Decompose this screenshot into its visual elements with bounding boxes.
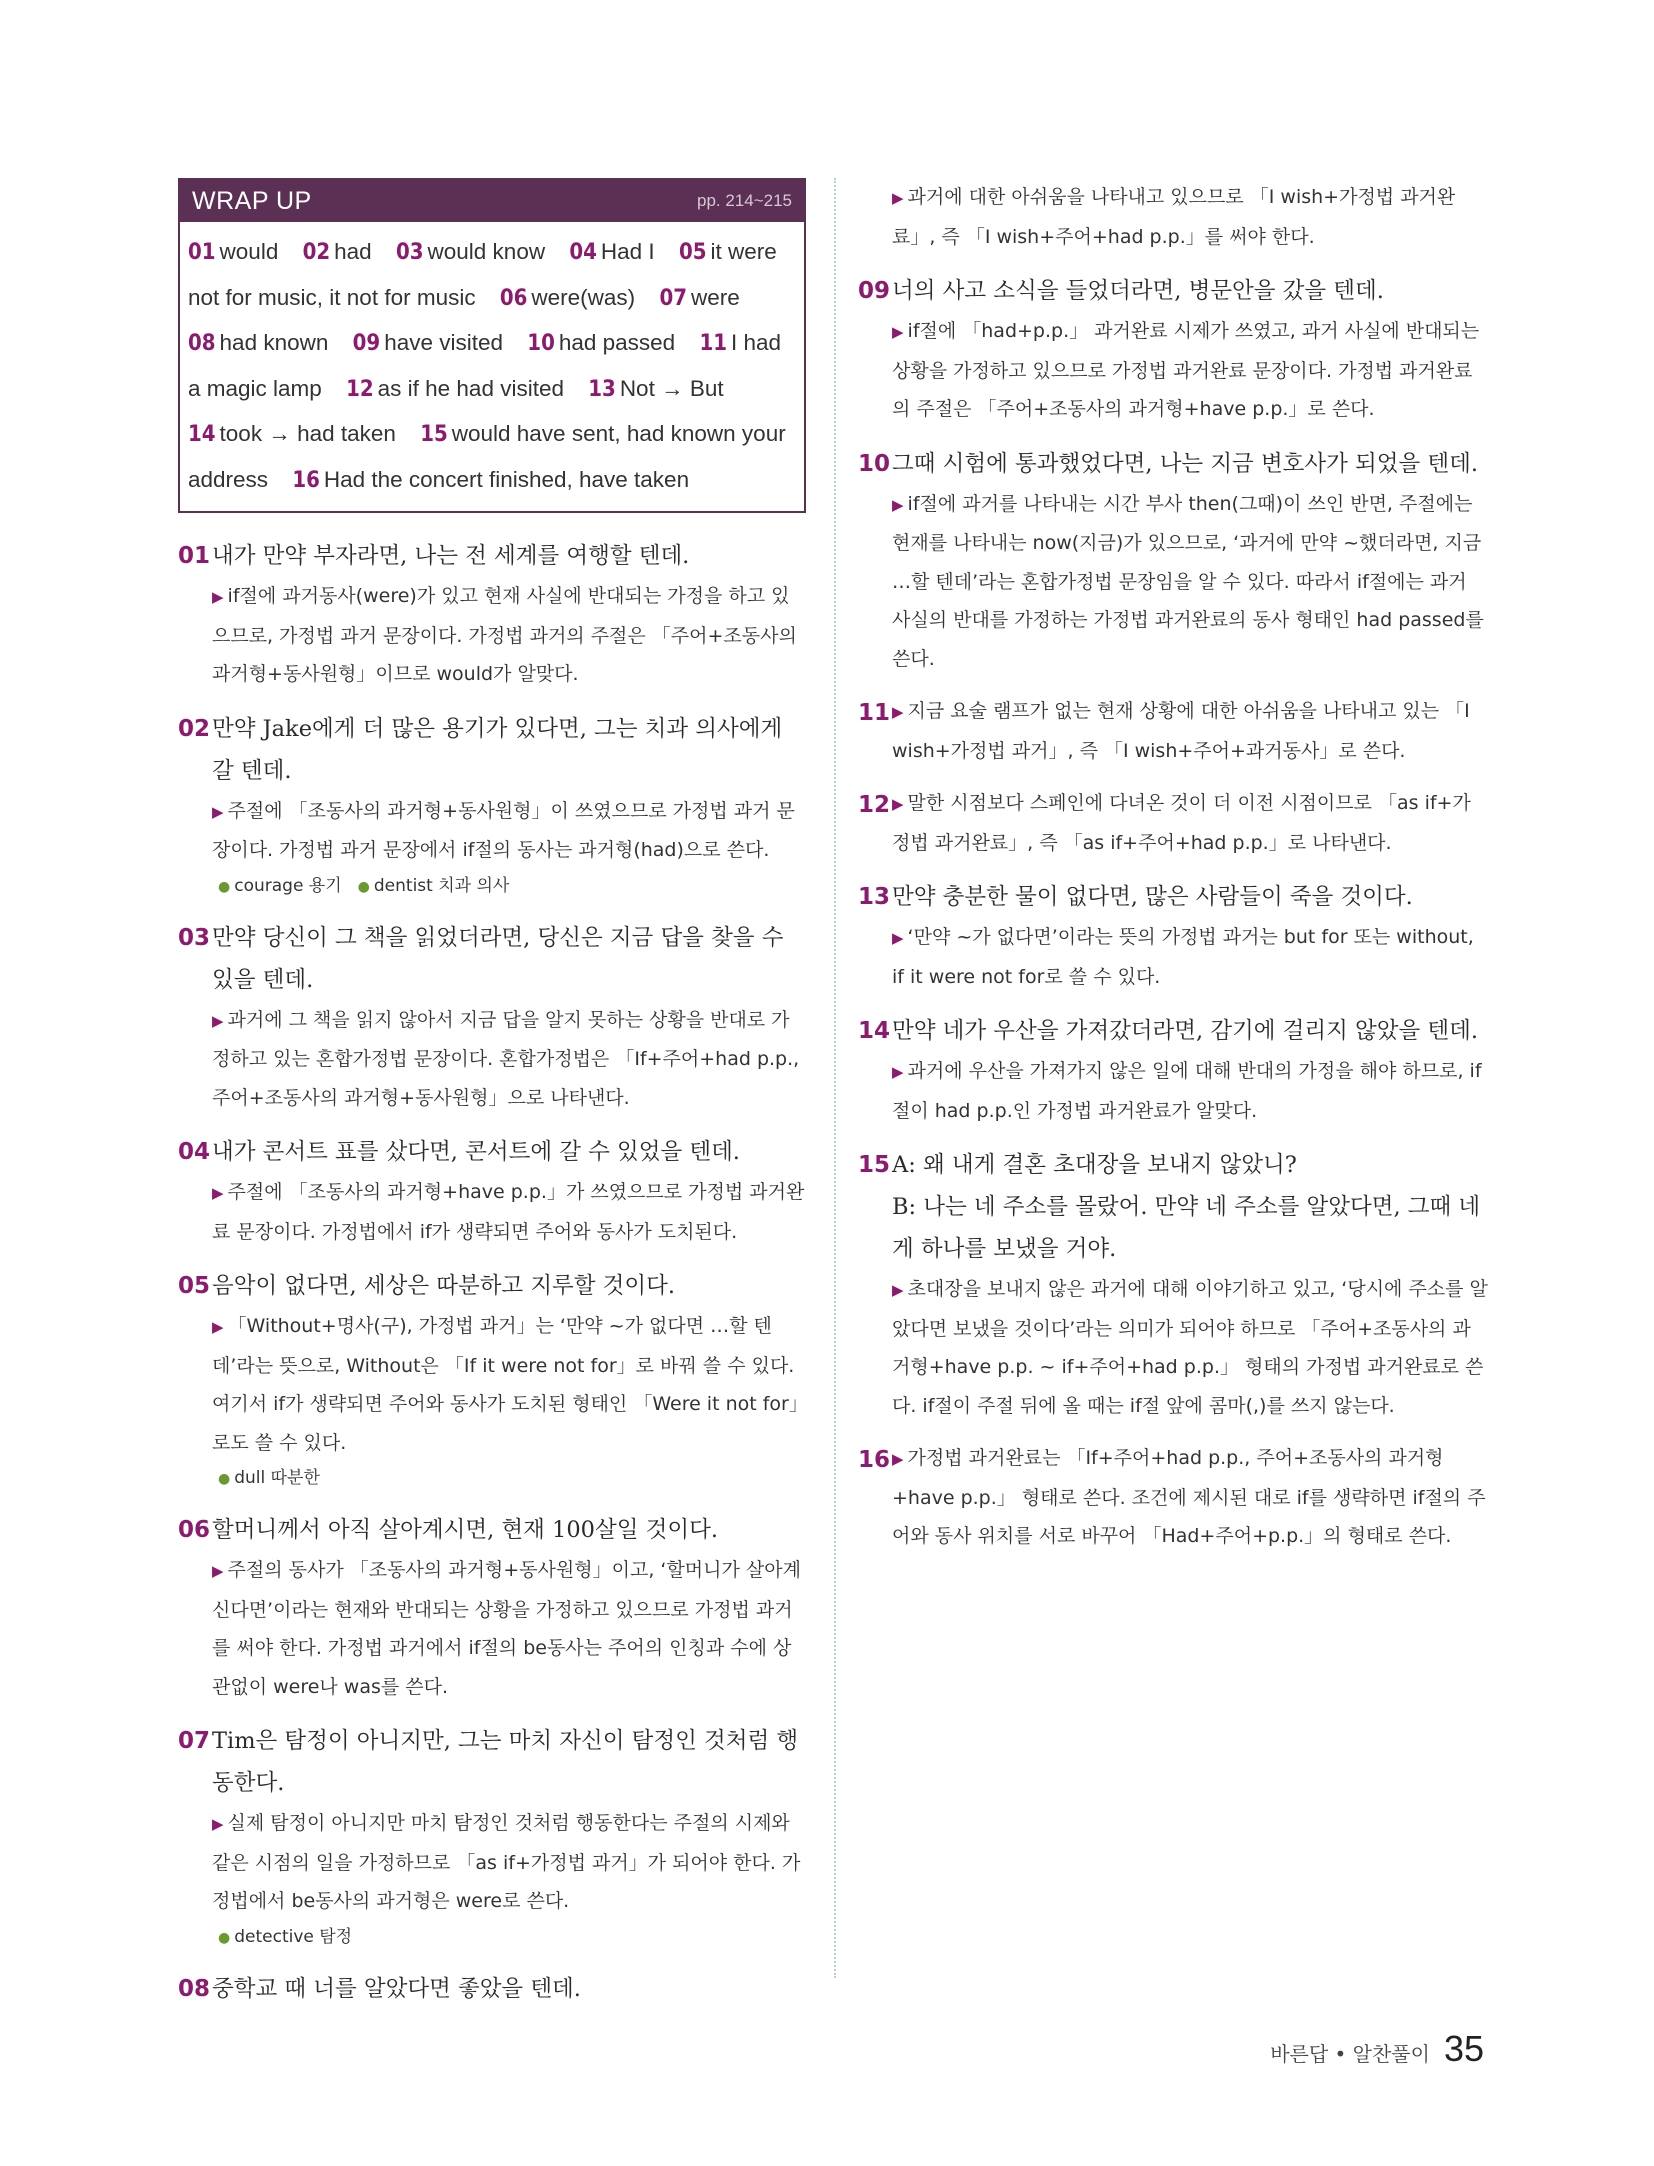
answer-number: 14 [188,422,216,447]
vocab-line [218,1921,806,1954]
answer-text: as if he had visited [377,375,564,401]
triangle-right-icon: ▶ [212,1562,224,1580]
item-question: 음악이 없다면, 세상은 따분하고 지루할 것이다. [212,1273,676,1299]
answer-number: 09 [352,331,381,356]
item-explanation: 주절에 「조동사의 과거형+동사원형」이 쓰였으므로 가정법 과거 문장이다. 가정법 과거 문장에서 if절의 동사는 과거형(had)으로 쓴다. [212,799,795,861]
item-explanation: 주절에 「조동사의 과거형+have p.p.」가 쓰였으므로 가정법 과거완료 문장이다. 가정법에서 if가 생략되면 주어와 동사가 도치된다. [212,1181,805,1243]
item-explanation: 「Without+명사(구), 가정법 과거」는 ‘만약 ~가 없다면 …할 텐데’라는 뜻으로, Without은 「If it were not for」로 바꿔 쓸 수 있다. 여기서 if가 생략되면 주어와 동사가 도치된 형태인 「Were it not for」로도 쓸 수 있다. [212,1315,799,1454]
triangle-right-icon: ▶ [892,495,904,514]
answer-text: have visited [384,330,504,355]
wrap-up-box [178,178,806,513]
item-number: 04 [178,1139,211,1165]
answer-text: would know [427,239,546,264]
wrap-up-answer [569,239,654,264]
answer-number: 06 [499,285,528,311]
item-question: 만약 Jake에게 더 많은 용기가 있다면, 그는 치과 의사에게 갈 텐데. [212,715,783,784]
answer-number: 10 [527,331,555,356]
triangle-right-icon: ▶ [892,323,904,341]
wrap-up-answer [659,285,739,310]
answer-number: 01 [188,240,216,265]
item-07 [178,1720,806,1954]
vocab-line [218,870,806,903]
vocab-word: dull 따분한 [234,1468,320,1488]
item-number: 01 [178,543,211,569]
item-question: 그때 시험에 통과했었다면, 나는 지금 변호사가 되었을 텐데. [892,450,1479,477]
item-number: 13 [858,884,891,910]
answer-number: 15 [420,422,448,447]
item-number: 08 [178,1975,211,2002]
answer-text: would have sent, had known your address [188,421,786,492]
vocab-line [218,1462,806,1495]
item-question: 만약 충분한 물이 없다면, 많은 사람들이 죽을 것이다. [892,884,1413,910]
item-explanation: 과거에 우산을 가져가지 않은 일에 대해 반대의 가정을 해야 하므로, if절이 had p.p.인 가정법 과거완료가 알맞다. [892,1060,1482,1122]
dot-icon: ● [218,1929,231,1946]
triangle-right-icon: ▶ [892,703,904,721]
wrap-up-header [180,180,804,222]
item-11 [858,692,1488,770]
item-04 [178,1131,806,1251]
item-question: 할머니께서 아직 살아계시면, 현재 100살일 것이다. [212,1517,718,1543]
triangle-right-icon: ▶ [892,1063,904,1081]
item-03 [178,917,806,1118]
answer-number: 11 [699,331,728,356]
item-08-explanation [858,178,1488,256]
item-question: 내가 콘서트 표를 샀다면, 콘서트에 갈 수 있었을 텐데. [212,1139,740,1165]
item-explanation: 주절의 동사가 「조동사의 과거형+동사원형」이고, ‘할머니가 살아계신다면’이라는 현재와 반대되는 상황을 가정하고 있으므로 가정법 과거를 써야 한다. 가정법 과거에서 if절의 be동사는 주어의 인칭과 수에 상관없이 were나 was를 쓴다. [212,1559,801,1698]
item-explanation: if절에 「had+p.p.」 과거완료 시제가 쓰였고, 과거 사실에 반대되는 상황을 가정하고 있으므로 가정법 과거완료 문장이다. 가정법 과거완료의 주절은 「주어+조동사의 과거형+have p.p.」로 쓴다. [892,320,1480,420]
wrap-up-title: WRAP UP [192,186,312,215]
item-explanation: 과거에 그 책을 읽지 않아서 지금 답을 알지 못하는 상황을 반대로 가정하고 있는 혼합가정법 문장이다. 혼합가정법은 「If+주어+had p.p., 주어+조동사의 과거형+동사원형」으로 나타낸다. [212,1008,800,1109]
item-08 [178,1968,806,2010]
item-14 [858,1010,1488,1130]
item-number: 05 [178,1273,211,1299]
item-question: 내가 만약 부자라면, 나는 전 세계를 여행할 텐데. [212,543,690,569]
triangle-right-icon: ▶ [212,1318,224,1336]
item-explanation: if절에 과거동사(were)가 있고 현재 사실에 반대되는 가정을 하고 있으므로, 가정법 과거 문장이다. 가정법 과거의 주절은 「주어+조동사의 과거형+동사원형」이므로 would가 알맞다. [212,585,797,685]
item-number: 02 [178,715,211,742]
answer-text: were [691,284,740,310]
item-16 [858,1439,1488,1556]
item-question: 중학교 때 너를 알았다면 좋았을 텐데. [212,1975,581,2002]
triangle-right-icon: ▶ [212,802,224,821]
item-explanation: 초대장을 보내지 않은 과거에 대해 이야기하고 있고, ‘당시에 주소를 알았다면 보냈을 것이다’라는 의미가 되어야 하므로 「주어+조동사의 과거형+have p.p. ~ if+주어+had p.p.」 형태의 가정법 과거완료로 쓴다. if절이 주절 뒤에 올 때는 if절 앞에 콤마(,)를 쓰지 않는다. [892,1278,1488,1417]
item-question: 만약 당신이 그 책을 읽었더라면, 당신은 지금 답을 찾을 수 있을 텐데. [212,924,784,993]
item-number: 06 [178,1517,211,1543]
item-09 [858,270,1488,429]
wrap-up-answer [588,376,723,401]
answer-text: had known [219,330,329,355]
wrap-up-answer [188,239,278,264]
answer-text: Had I [600,239,655,264]
dot-icon: ● [218,1471,231,1487]
wrap-up-answer [188,421,396,446]
wrap-up-answer [346,376,564,401]
triangle-right-icon: ▶ [212,1815,224,1833]
answer-number: 12 [346,376,374,402]
answer-text: Had the concert finished, have taken [323,466,690,492]
right-column [858,178,1488,1570]
answer-number: 04 [569,240,597,265]
answer-number: 16 [292,467,320,493]
item-number: 03 [178,924,211,951]
item-10 [858,443,1488,679]
answer-number: 02 [302,240,331,265]
item-number: 15 [858,1152,891,1178]
vocab-word: dentist 치과 의사 [373,875,510,896]
triangle-right-icon: ▶ [212,588,224,606]
triangle-right-icon: ▶ [892,1281,904,1299]
item-02 [178,708,806,903]
item-question: 만약 네가 우산을 가져갔더라면, 감기에 걸리지 않았을 텐데. [892,1018,1479,1044]
item-explanation: 과거에 대한 아쉬움을 나타내고 있으므로 「I wish+가정법 과거완료」, 즉 「I wish+주어+had p.p.」를 써야 한다. [892,186,1456,248]
item-15 [858,1144,1488,1425]
wrap-up-answer [188,330,328,355]
triangle-right-icon: ▶ [892,1450,904,1468]
answer-text: had [334,239,372,264]
item-06 [178,1509,806,1706]
wrap-up-answer [396,239,545,264]
page-number: 35 [1443,2028,1484,2069]
triangle-right-icon: ▶ [212,1011,224,1030]
item-explanation: 가정법 과거완료는 「If+주어+had p.p., 주어+조동사의 과거형+have p.p.」 형태로 쓴다. 조건에 제시된 대로 if를 생략하면 if절의 주어와 동사 위치를 서로 바꾸어 「Had+주어+p.p.」의 형태로 쓴다. [892,1447,1486,1547]
answer-text: were(was) [531,284,636,310]
triangle-right-icon: ▶ [212,1184,224,1202]
wrap-up-answer [353,330,503,355]
dot-icon: ● [357,878,370,895]
item-13 [858,876,1488,996]
answer-text: I had a magic lamp [188,330,782,401]
answer-text: it were not for music, it not for music [188,239,777,310]
item-explanation: 말한 시점보다 스페인에 다녀온 것이 더 이전 시점이므로 「as if+가정법 과거완료」, 즉 「as if+주어+had p.p.」로 나타낸다. [892,792,1471,854]
wrap-up-answer [303,239,372,264]
answer-number: 07 [659,285,687,311]
wrap-up-pages: pp. 214~215 [696,191,792,210]
triangle-right-icon: ▶ [892,189,904,207]
wrap-up-answer [292,467,689,492]
wrap-up-answer [500,285,635,310]
item-05 [178,1265,806,1495]
answer-text: had passed [558,330,676,355]
answer-text: would [219,239,279,264]
triangle-right-icon: ▶ [892,929,904,947]
item-number: 09 [858,278,891,304]
item-number: 16 [858,1447,891,1473]
item-01 [178,535,806,694]
vocab-word: courage 용기 [234,875,342,896]
answer-text: took → had taken [219,421,396,446]
triangle-right-icon: ▶ [892,795,904,813]
item-number: 12 [858,792,891,818]
column-divider [834,178,836,1978]
dot-icon: ● [218,878,231,895]
item-number: 11 [858,700,891,726]
dialogue-line-b: B: 나는 네 주소를 몰랐어. 만약 네 주소를 알았다면, 그때 네게 하나를 보냈을 거야. [892,1194,1481,1262]
answer-number: 13 [588,376,616,402]
footer-label: 바른답 • 알찬풀이 [1270,2042,1430,2066]
answer-text: Not → But [619,375,724,401]
dialogue-line-a: A: 왜 내게 결혼 초대장을 보내지 않았니? [892,1152,1297,1178]
item-explanation: 지금 요술 램프가 없는 현재 상황에 대한 아쉬움을 나타내고 있는 「I wish+가정법 과거」, 즉 「I wish+주어+과거동사」로 쓴다. [892,700,1470,762]
item-number: 10 [858,450,891,477]
answer-number: 05 [678,240,707,265]
item-12 [858,784,1488,862]
vocab-word: detective 탐정 [234,1926,353,1947]
page-footer [1270,2028,1484,2070]
item-question: 너의 사고 소식을 들었더라면, 병문안을 갔을 텐데. [892,278,1384,304]
answer-number: 08 [188,331,216,356]
item-explanation: 실제 탐정이 아니지만 마치 탐정인 것처럼 행동한다는 주절의 시제와 같은 시점의 일을 가정하므로 「as if+가정법 과거」가 되어야 한다. 가정법에서 be동사의 과거형은 were로 쓴다. [212,1812,801,1912]
left-column [178,178,806,2024]
wrap-up-answers [180,222,804,511]
wrap-up-answer [527,330,675,355]
item-number: 14 [858,1018,891,1044]
item-question: Tim은 탐정이 아니지만, 그는 마치 자신이 탐정인 것처럼 행동한다. [212,1728,799,1796]
item-explanation: if절에 과거를 나타내는 시간 부사 then(그때)이 쓰인 반면, 주절에는 현재를 나타내는 now(지금)가 있으므로, ‘과거에 만약 ~했더라면, 지금 …할 텐데’라는 혼합가정법 문장임을 알 수 있다. 따라서 if절에는 과거 사실의 반대를 가정하는 가정법 과거완료의 동사 형태인 had passed를 쓴다. [892,492,1484,670]
item-explanation: ‘만약 ~가 없다면’이라는 뜻의 가정법 과거는 but for 또는 without, if it were not for로 쓸 수 있다. [892,926,1474,988]
answer-number: 03 [395,240,424,265]
item-number: 07 [178,1728,211,1754]
